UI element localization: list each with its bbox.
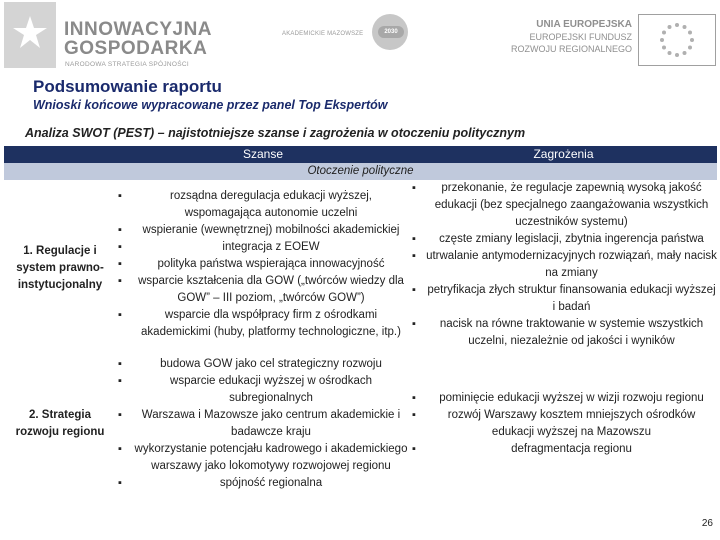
list-item: ▪ budowa GOW jako cel strategiczny rozwoju (116, 356, 410, 373)
list-item: ▪ nacisk na równe traktowanie w systemie wszystkich uczelni, niezależnie od jakości i wyników (410, 316, 717, 350)
section-row (4, 163, 717, 180)
header-empty-cell (4, 146, 116, 163)
list-item: ▪ wykorzystanie potencjału kadrowego i akademickiego warszawy jako lokomotywy rozwojowej regionu (116, 441, 410, 475)
szanse-cell (116, 356, 410, 492)
row-label-line: 1. Regulacje i (23, 244, 97, 257)
row-label-line: system prawno- (16, 261, 104, 274)
table-header-row (4, 146, 717, 163)
zagrozenia-cell (410, 180, 717, 356)
list-item: ▪ wsparcie kształcenia dla GOW („twórców wiedzy dla GOW” – III poziom, „twórców GOW”) (116, 273, 410, 307)
page-number: 26 (701, 518, 713, 529)
szanse-list (116, 188, 410, 341)
swot-heading: Analiza SWOT (PEST) – najistotniejsze szanse i zagrożenia w otoczeniu politycznym (25, 126, 526, 140)
row-label (4, 356, 116, 492)
page-subtitle: Wnioski końcowe wypracowane przez panel Top Ekspertów (33, 98, 388, 112)
list-item: ▪ petryfikacja złych struktur finansowania edukacji wyższej i badań (410, 282, 717, 316)
ue-line-2: EUROPEJSKI FUNDUSZ (529, 32, 632, 42)
ue-text-block (511, 19, 632, 55)
list-item: ▪ Warszawa i Mazowsze jako centrum akademickie i badawcze kraju (116, 407, 410, 441)
row-label-line: instytucjonalny (17, 278, 103, 291)
list-item: ▪ spójność regionalna (116, 475, 410, 492)
szanse-cell (116, 180, 410, 356)
ue-line-1: UNIA EUROPEJSKA (536, 19, 632, 30)
header (0, 0, 720, 72)
row-label-line: rozwoju regionu (15, 426, 105, 438)
eu-flag-icon (638, 14, 716, 66)
header-zagrozenia: Zagrożenia (410, 146, 717, 163)
list-item: ▪ częste zmiany legislacji, zbytnia ingerencja państwa (410, 231, 717, 248)
list-item: ▪ wsparcie edukacji wyższej w ośrodkach subregionalnych (116, 373, 410, 407)
zagrozenia-list (410, 390, 717, 458)
header-szanse: Szanse (116, 146, 410, 163)
list-item: ▪ przekonanie, że regulacje zapewnią wysoką jakość edukacji (bez specjalnego zaangażowania wszystkich uczestników systemu) (410, 180, 717, 231)
swot-table (4, 146, 717, 492)
list-item: ▪ pominięcie edukacji wyższej w wizji rozwoju regionu (410, 390, 717, 407)
ue-line-3: ROZWOJU REGIONALNEGO (510, 44, 632, 54)
logo-line-2: GOSPODARKA (64, 38, 208, 59)
zagrozenia-cell (410, 356, 717, 492)
list-item: ▪ integracja z EOEW (116, 239, 410, 256)
list-item: ▪ wsparcie dla współpracy firm z ośrodkami akademickimi (huby, platformy technologiczne, itp.) (116, 307, 410, 341)
list-item: ▪ wspieranie (wewnętrznej) mobilności akademickiej (116, 222, 410, 239)
logo-subtitle: NARODOWA STRATEGIA SPÓJNOŚCI (65, 61, 189, 68)
logo-line-1: INNOWACYJNA (64, 19, 213, 40)
logo-title (64, 20, 212, 58)
list-item: ▪ utrwalanie antymodernizacyjnych rozwiązań, mały nacisk na zmiany (410, 248, 717, 282)
page-title: Podsumowanie raportu (33, 77, 222, 96)
row-label (4, 180, 116, 356)
section-label: Otoczenie polityczne (4, 163, 717, 180)
list-item: ▪ rozsądna deregulacja edukacji wyższej, wspomagająca autonomie uczelni (116, 188, 410, 222)
list-item: ▪ defragmentacja regionu (410, 441, 717, 458)
szanse-list (116, 356, 410, 492)
list-item: ▪ rozwój Warszawy kosztem mniejszych ośrodków edukacji wyższej na Mazowszu (410, 407, 717, 441)
list-item: ▪ polityka państwa wspierająca innowacyjność (116, 256, 410, 273)
zagrozenia-list (410, 180, 717, 350)
innowacyjna-gospodarka-logo (4, 2, 56, 68)
am-2030-badge: 2030 (378, 26, 404, 38)
row-label-line: 2. Strategia (29, 409, 91, 421)
akademickie-mazowsze-text: AKADEMICKIE MAZOWSZE (282, 31, 364, 37)
table-row (4, 356, 717, 492)
table-row (4, 180, 717, 356)
